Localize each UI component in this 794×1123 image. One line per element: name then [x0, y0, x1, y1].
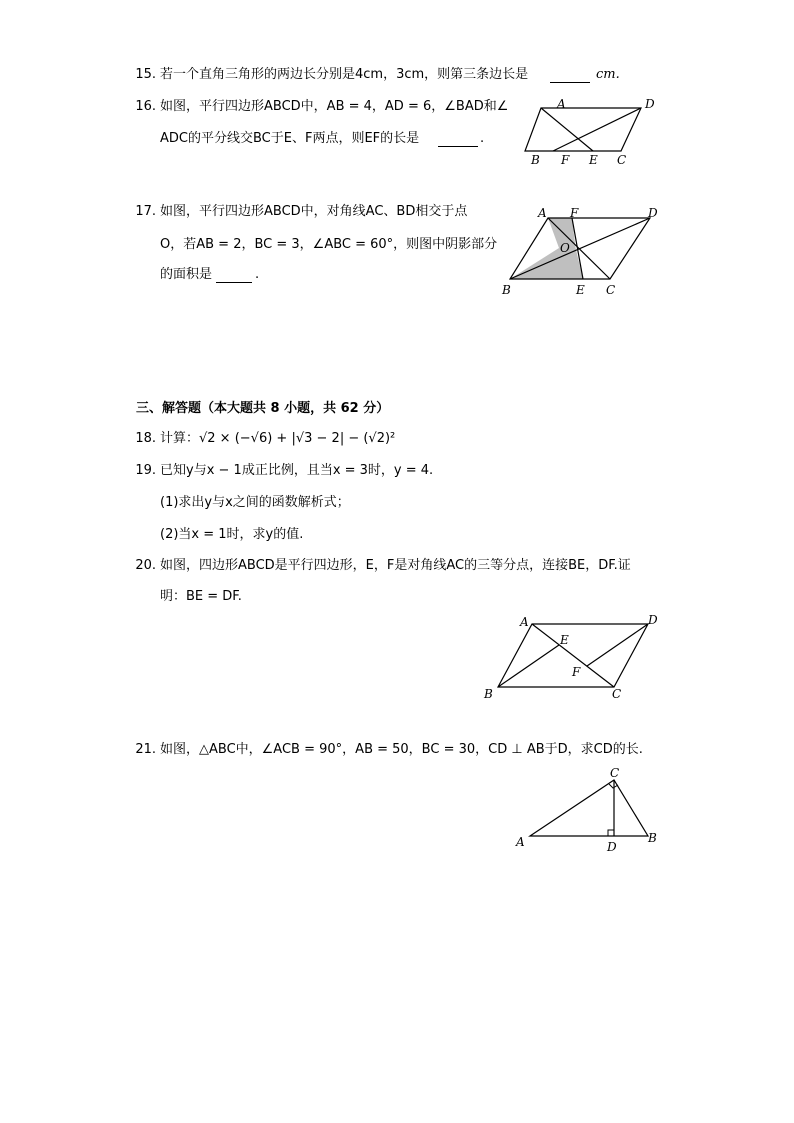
- label-A: A: [538, 206, 547, 220]
- label-F: F: [561, 153, 570, 167]
- question-text-line1: 如图，四边形ABCD是平行四边形，E，F是对角线AC的三等分点，连接BE，DF.证: [160, 558, 631, 573]
- question-number: 15.: [135, 67, 156, 82]
- label-F: F: [570, 206, 579, 220]
- figure-17-parallelogram: [500, 206, 670, 296]
- question-text: 计算：√2 × (−√6) + |√3 − 2| − (√2)²: [160, 431, 396, 446]
- label-D: D: [648, 206, 658, 220]
- label-E: E: [589, 153, 598, 167]
- label-B: B: [484, 687, 493, 701]
- question-number: 16.: [135, 99, 156, 114]
- question-number: 18.: [135, 431, 156, 446]
- label-C: C: [612, 687, 622, 701]
- answer-blank[interactable]: [216, 270, 252, 283]
- figure-16-parallelogram: [525, 96, 655, 166]
- label-B: B: [648, 831, 657, 845]
- label-A: A: [516, 835, 525, 849]
- answer-blank[interactable]: [438, 134, 478, 147]
- question-text: 已知y与x − 1成正比例，且当x = 3时，y = 4.: [160, 463, 434, 478]
- label-E: E: [560, 633, 569, 647]
- question-19-part1: (1)求出y与x之间的函数解析式；: [160, 495, 350, 510]
- question-text: 如图，△ABC中，∠ACB = 90°，AB = 50，BC = 30，CD ⊥ AB于D，求CD的长.: [160, 742, 643, 757]
- label-B: B: [502, 283, 511, 297]
- label-F: F: [572, 665, 581, 679]
- period: .: [255, 267, 260, 282]
- label-C: C: [606, 283, 616, 297]
- label-D: D: [645, 97, 655, 111]
- figure-20-parallelogram: [480, 612, 670, 702]
- label-A: A: [557, 97, 566, 111]
- question-19-part2: (2)当x = 1时，求y的值.: [160, 527, 304, 542]
- label-E: E: [576, 283, 585, 297]
- question-text: 若一个直角三角形的两边长分别是4cm，3cm，则第三条边长是: [160, 67, 529, 82]
- question-text-line1: 如图，平行四边形ABCD中，AB = 4，AD = 6，∠BAD和∠: [160, 99, 509, 114]
- question-number: 21.: [135, 742, 156, 757]
- question-text-line1: 如图，平行四边形ABCD中，对角线AC、BD相交于点: [160, 204, 468, 219]
- label-D: D: [648, 613, 658, 627]
- label-B: B: [531, 153, 540, 167]
- figure-21-right-triangle: [512, 766, 672, 856]
- label-C: C: [610, 766, 620, 780]
- label-A: A: [520, 615, 529, 629]
- label-D: D: [607, 840, 617, 854]
- label-C: C: [617, 153, 627, 167]
- question-20-line2: 明：BE = DF.: [160, 589, 242, 604]
- label-O: O: [560, 241, 570, 255]
- period: .: [480, 131, 485, 146]
- section-title: 三、解答题（本大题共 8 小题，共 62 分）: [136, 401, 390, 416]
- question-text-line2: O，若AB = 2，BC = 3，∠ABC = 60°，则图中阴影部分: [160, 237, 498, 252]
- question-number: 20.: [135, 558, 156, 573]
- question-number: 17.: [135, 204, 156, 219]
- question-text-line3: 的面积是: [160, 267, 213, 282]
- unit-label: cm.: [596, 67, 620, 82]
- answer-blank[interactable]: [550, 70, 590, 83]
- question-number: 19.: [135, 463, 156, 478]
- question-text-line2: ADC的平分线交BC于E、F两点，则EF的长是: [160, 131, 420, 146]
